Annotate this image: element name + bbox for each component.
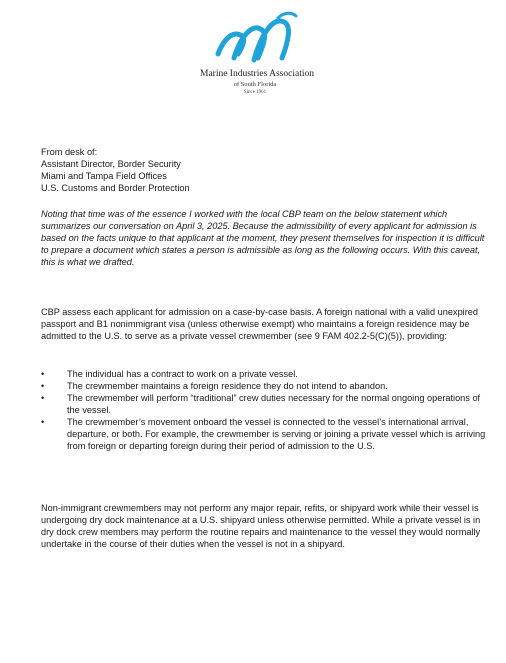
from-block [41, 146, 493, 194]
list-item [41, 368, 493, 380]
org-subtitle: of South Florida [233, 81, 277, 88]
dry-dock-paragraph: Non-immigrant crewmembers may not perform any major repair, refits, or shipyard work while their vessel is undergoing dry dock maintenance at a U.S. shipyard unless otherwise permitted. While a private vessel is in dry dock crew members may perform the routine repairs and maintenance to the vessel they would normally undertake in the course of their duties when the vessel is not in a shipyard. [41, 503, 481, 549]
bullet-mark: • [41, 369, 45, 379]
org-since: Since 1961 [243, 90, 267, 95]
list-item [41, 416, 493, 452]
org-name: Marine Industries Association [200, 69, 314, 79]
intro-paragraph: Noting that time was of the essence I worked with the local CBP team on the below statement which summarizes our conversation on April 3, 2025. Because the admissibility of every applicant for admission is based on the facts unique to that applicant at the moment, they present themselves for inspection it is difficult to prepare a document which states a person is admissible as long as the following occurs. With this caveat, this is what we drafted. [41, 209, 485, 267]
admission-paragraph: CBP assess each applicant for admission on a case-by-case basis. A foreign national with a valid unexpired passport and B1 nonimmigrant visa (unless otherwise exempt) who maintains a foreign residence may be admitted to the U.S. to serve as a private vessel crewmember (see 9 FAM 402.2-5(C)(5)), providing: [41, 307, 478, 341]
list-item-text: The individual has a contract to work on a private vessel. [67, 369, 298, 379]
from-line-3: Miami and Tampa Field Offices [41, 171, 167, 181]
marine-industries-wave-logo-icon [212, 8, 298, 68]
from-line-1: From desk of: [41, 147, 98, 157]
from-line-4: U.S. Customs and Border Protection [41, 183, 190, 193]
list-item [41, 380, 493, 392]
list-item-text: The crewmember’s movement onboard the vessel is connected to the vessel’s international arrival, departure, or both. For example, the crewmember is serving or joining a private vessel which is arriving from foreign or departing foreign during their period of admission to the U.S. [67, 417, 486, 451]
list-item-text: The crewmember will perform “traditional” crew duties necessary for the normal ongoing operations of the vessel. [67, 393, 481, 415]
from-line-2: Assistant Director, Border Security [41, 159, 181, 169]
bullet-mark: • [41, 417, 45, 427]
bullet-mark: • [41, 393, 45, 403]
conditions-list [41, 368, 493, 452]
bullet-mark: • [41, 381, 45, 391]
letterhead [200, 8, 314, 120]
list-item-text: The crewmember maintains a foreign residence they do not intend to abandon. [67, 381, 388, 391]
list-item [41, 392, 493, 416]
